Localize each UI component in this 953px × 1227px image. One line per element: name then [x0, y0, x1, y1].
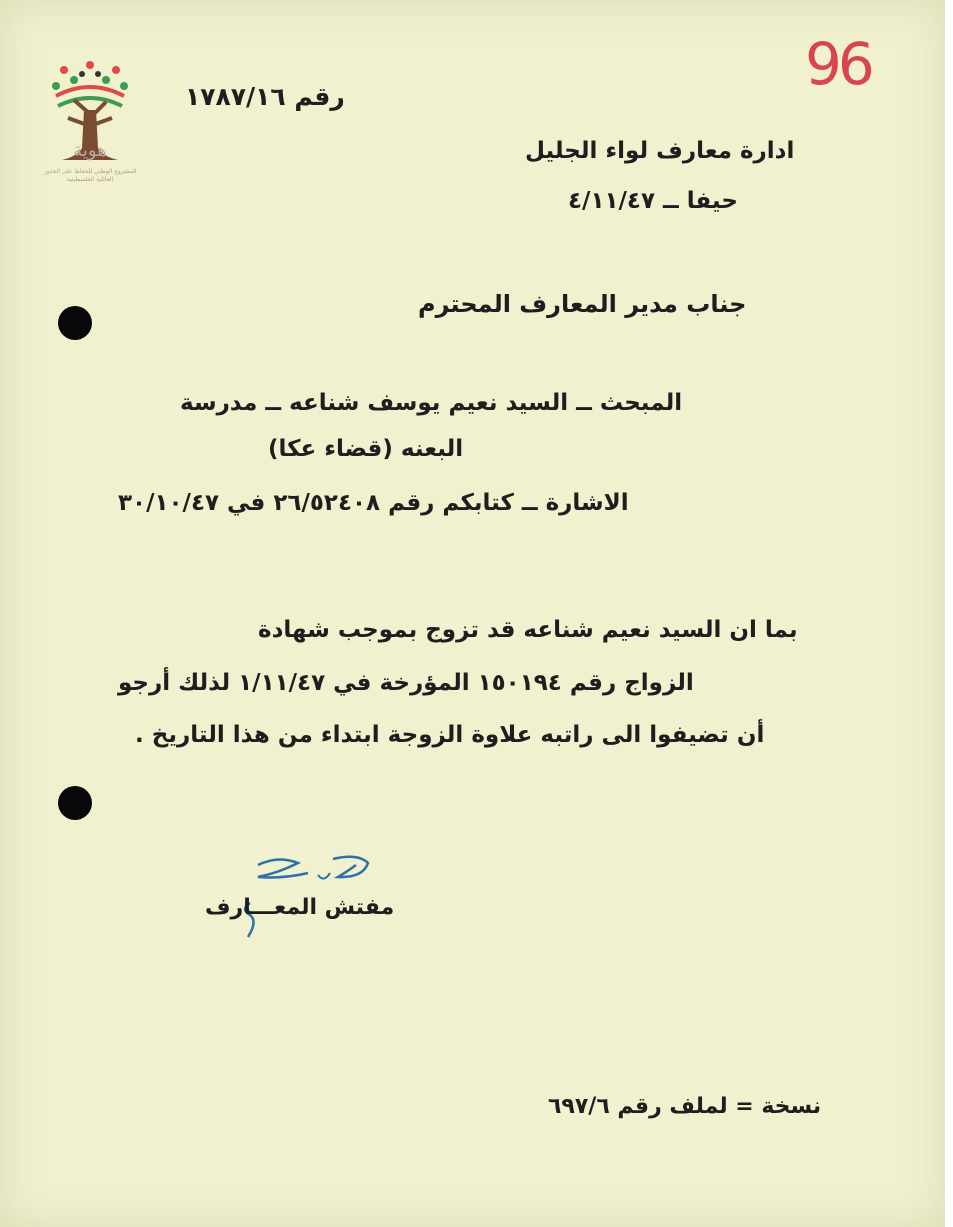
subject-line-2: البعنه (قضاء عكا) — [268, 436, 464, 462]
logo-name: هوية — [73, 140, 107, 161]
punch-hole-icon — [58, 306, 92, 340]
reference-line: الاشارة ــ كتابكم رقم ٢٦/٥٢٤٠٨ في ٣٠/١٠/٤٧ — [118, 490, 629, 516]
reference-number: رقم ١٧٨٧/١٦ — [185, 82, 345, 111]
scan-edge — [945, 0, 953, 1227]
addressee: جناب مدير المعارف المحترم — [418, 290, 747, 318]
page-number-mark: 96 — [805, 30, 871, 98]
place-date: حيفا ــ ٤/١١/٤٧ — [568, 188, 738, 214]
body-line-3: أن تضيفوا الى راتبه علاوة الزوجة ابتداء من هذا التاريخ . — [135, 722, 765, 748]
body-line-2: الزواج رقم ١٥٠١٩٤ المؤرخة في ١/١١/٤٧ لذلك أرجو — [118, 670, 694, 696]
body-line-1: بما ان السيد نعيم شناعه قد تزوج بموجب شهادة — [258, 617, 798, 643]
punch-hole-icon — [58, 786, 92, 820]
copy-note: نسخة = لملف رقم ٦٩٧/٦ — [548, 1094, 822, 1119]
sender-office: ادارة معارف لواء الجليل — [525, 138, 795, 164]
signature-title: مفتش المعـــارف — [205, 895, 395, 920]
subject-line-1: المبحث ــ السيد نعيم يوسف شناعه ــ مدرسة — [180, 390, 683, 416]
logo-caption: المشروع الوطني للحفاظ على الجذور العائلية الفلسطينية — [43, 168, 137, 183]
